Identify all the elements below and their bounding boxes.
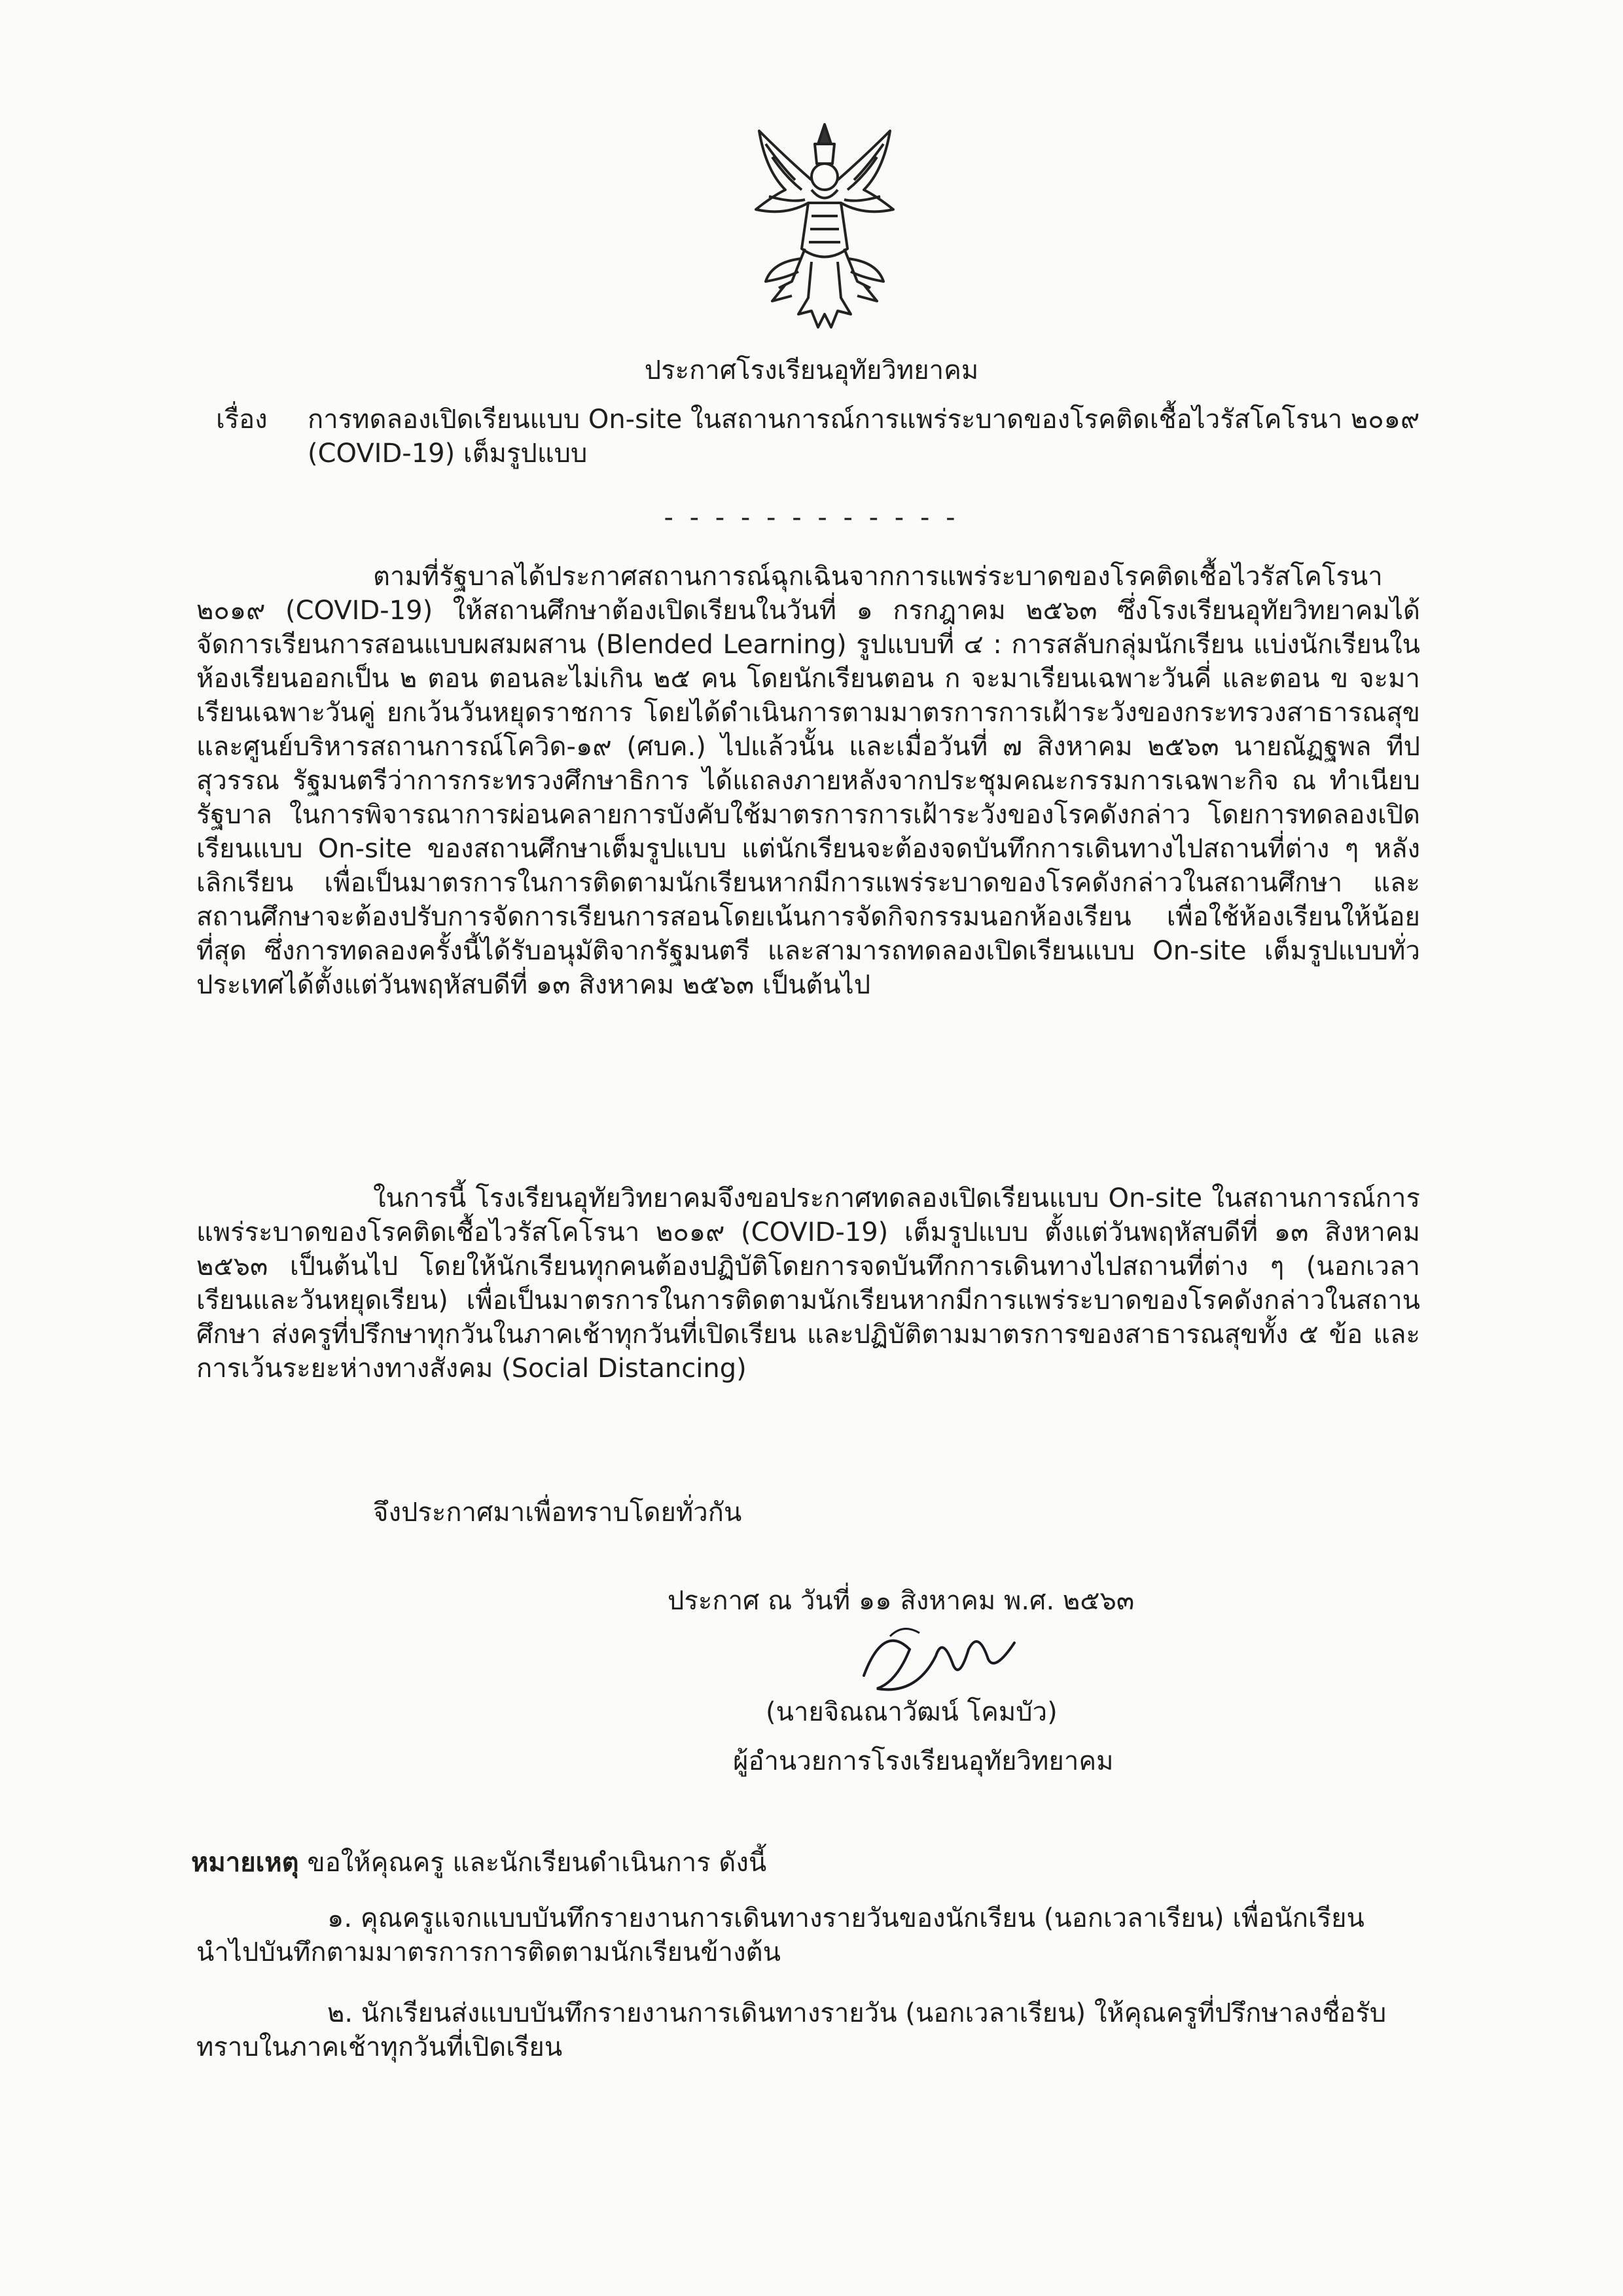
body-paragraph-1: ตามที่รัฐบาลได้ประกาศสถานการณ์ฉุกเฉินจากการแพร่ระบาดของโรคติดเชื้อไวรัสโคโรนา ๒๐๑๙ (COVID-19) ให้สถานศึกษาต้องเปิดเรียนในวันที่ ๑ กรกฎาคม ๒๕๖๓ ซึ่งโรงเรียนอุทัยวิทยาคมได้จัดการเรียนการสอนแบบผสมผสาน (Blended Learning) รูปแบบที่ ๔ : การสลับกลุ่มนักเรียน แบ่งนักเรียนในห้องเรียนออกเป็น ๒ ตอน ตอนละไม่เกิน ๒๕ คน โดยนักเรียนตอน ก จะมาเรียนเฉพาะวันคี่ และตอน ข จะมาเรียนเฉพาะวันคู่ ยกเว้นวันหยุดราชการ โดยได้ดำเนินการตามมาตรการการเฝ้าระวังของกระทรวงสาธารณสุข และศูนย์บริหารสถานการณ์โควิด-๑๙ (ศบค.) ไปแล้วนั้น และเมื่อวันที่ ๗ สิงหาคม ๒๕๖๓ นายณัฏฐพล ทีปสุวรรณ รัฐมนตรีว่าการกระทรวงศึกษาธิการ ได้แถลงภายหลังจากประชุมคณะกรรมการเฉพาะกิจ ณ ทำเนียบรัฐบาล ในการพิจารณาการผ่อนคลายการบังคับใช้มาตรการการเฝ้าระวังของโรคดังกล่าว โดยการทดลองเปิดเรียนแบบ On-site ของสถานศึกษาเต็มรูปแบบ แต่นักเรียนจะต้องจดบันทึกการเดินทางไปสถานที่ต่าง ๆ หลังเลิกเรียน เพื่อเป็นมาตรการในการติดตามนักเรียนหากมีการแพร่ระบาดของโรคดังกล่าวในสถานศึกษา และสถานศึกษาจะต้องปรับการจัดการเรียนการสอนโดยเน้นการจัดกิจกรรมนอกห้องเรียน เพื่อใช้ห้องเรียนให้น้อยที่สุด ซึ่งการทดลองครั้งนี้ได้รับอนุมัติจากรัฐมนตรี และสามารถทดลองเปิดเรียนแบบ On-site เต็มรูปแบบทั่วประเทศได้ตั้งแต่วันพฤหัสบดีที่ ๑๓ สิงหาคม ๒๕๖๓ เป็นต้นไป	[196, 562, 1420, 1000]
handwritten-signature	[838, 1610, 1047, 1708]
note-heading	[191, 1846, 766, 1880]
closing-statement: จึงประกาศมาเพื่อทราบโดยทั่วกัน	[373, 1498, 742, 1528]
signer-position: ผู้อำนวยการโรงเรียนอุทัยวิทยาคม	[733, 1746, 1114, 1776]
separator-line: - - - - - - - - - - - -	[664, 503, 959, 533]
note-label: หมายเหตุ	[191, 1848, 299, 1878]
body-paragraph-2: ในการนี้ โรงเรียนอุทัยวิทยาคมจึงขอประกาศทดลองเปิดเรียนแบบ On-site ในสถานการณ์การแพร่ระบาดของโรคติดเชื้อไวรัสโคโรนา ๒๐๑๙ (COVID-19) เต็มรูปแบบ ตั้งแต่วันพฤหัสบดีที่ ๑๓ สิงหาคม ๒๕๖๓ เป็นต้นไป โดยให้นักเรียนทุกคนต้องปฏิบัติโดยการจดบันทึกการเดินทางไปสถานที่ต่าง ๆ (นอกเวลาเรียนและวันหยุดเรียน) เพื่อเป็นมาตรการในการติดตามนักเรียนหากมีการแพร่ระบาดของโรคดังกล่าวในสถานศึกษา ส่งครูที่ปรึกษาทุกวันในภาคเช้าทุกวันที่เปิดเรียน และปฏิบัติตามมาตรการของสาธารณสุขทั้ง ๕ ข้อ และการเว้นระยะห่างทางสังคม (Social Distancing)	[196, 1183, 1421, 1384]
note-intro: ขอให้คุณครู และนักเรียนดำเนินการ ดังนี้	[307, 1848, 767, 1878]
garuda-emblem-icon	[746, 118, 903, 334]
subject-line	[216, 403, 1459, 471]
note-item-1: ๑. คุณครูแจกแบบบันทึกรายงานการเดินทางรายวันของนักเรียน (นอกเวลาเรียน) เพื่อนักเรียนนำไปบันทึกตามมาตรการการติดตามนักเรียนข้างต้น	[196, 1903, 1364, 1967]
note-item-2: ๒. นักเรียนส่งแบบบันทึกรายงานการเดินทางรายวัน (นอกเวลาเรียน) ให้คุณครูที่ปรึกษาลงชื่อรับทราบในภาคเช้าทุกวันที่เปิดเรียน	[196, 1998, 1387, 2062]
signer-name: (นายจิณณาวัฒน์ โคมบัว)	[766, 1697, 1058, 1727]
subject-label: เรื่อง	[216, 404, 268, 435]
subject-text: การทดลองเปิดเรียนแบบ On-site ในสถานการณ์การแพร่ระบาดของโรคติดเชื้อไวรัสโคโรนา ๒๐๑๙ (COVID-19) เต็มรูปแบบ	[308, 404, 1420, 469]
announcement-date: ประกาศ ณ วันที่ ๑๑ สิงหาคม พ.ศ. ๒๕๖๓	[668, 1586, 1135, 1616]
announcement-title: ประกาศโรงเรียนอุทัยวิทยาคม	[644, 355, 979, 386]
